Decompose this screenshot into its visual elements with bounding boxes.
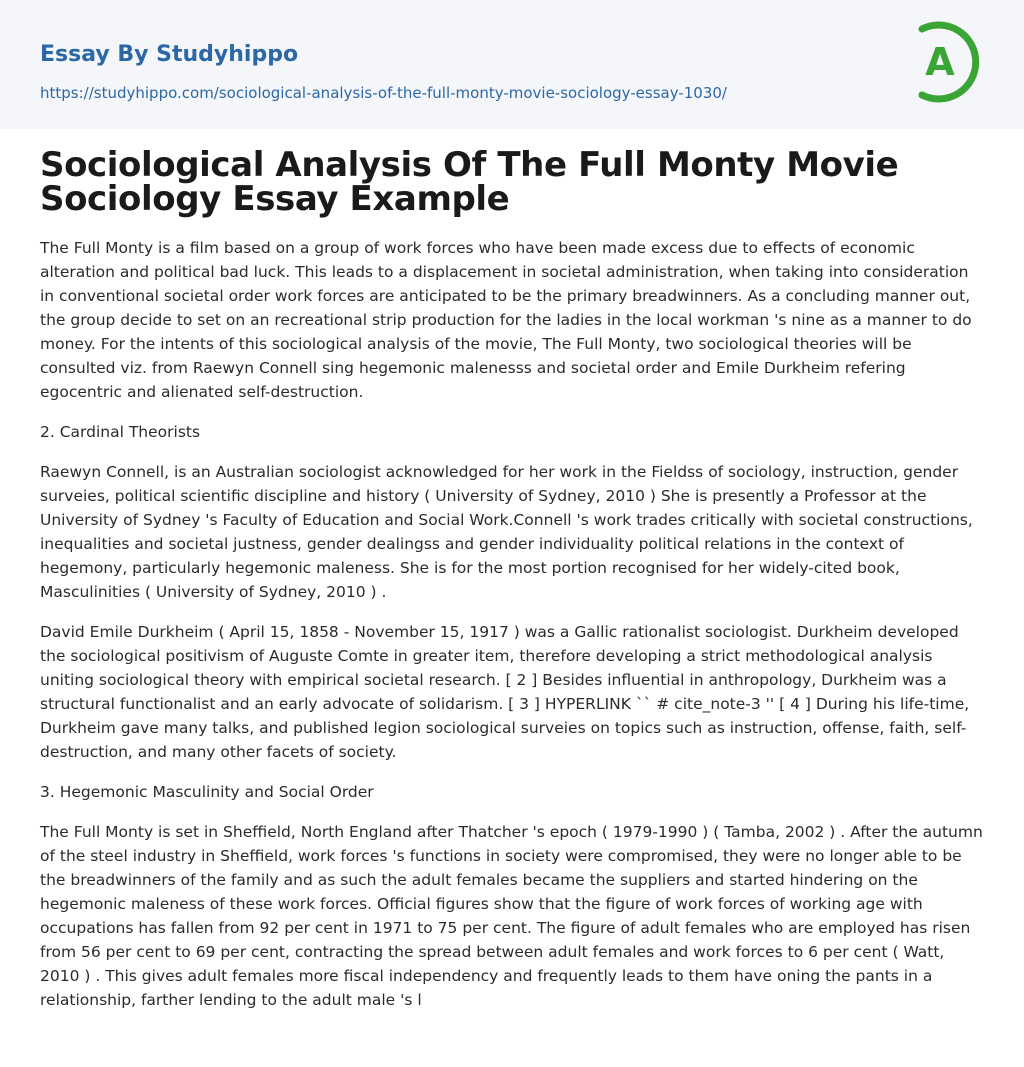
section-heading-cardinal-theorists: 2. Cardinal Theorists [40,423,201,441]
intro-paragraph: The Full Monty is a film based on a group of work forces who have been made excess due to effects of economic alteration and political bad luck. This leads to a displacement in societal administration, when taking into consideration in conventional societal order work forces are anticipated to be the primary breadwinners. As a concluding manner out, the group decide to set on an recreational strip production for the ladies in the local workman 's nine as a manner to do money. For the intents of this sociological analysis of the movie, The Full Monty, two sociological theories will be consulted viz. from Raewyn Connell sing hegemonic malenesss and societal order and Emile Durkheim refering egocentric and alienated self-destruction. [40,239,972,401]
logo-letter: A [925,40,955,84]
article [40,145,984,1012]
site-header [0,0,1024,129]
connell-paragraph: Raewyn Connell, is an Australian sociologist acknowledged for her work in the Fieldss of sociology, instruction, gender surveies, political scientific discipline and history ( University of Sydney, 2010 ) She is presently a Professor at the University of Sydney 's Faculty of Education and Social Work.Connell 's work trades critically with societal constructions, inequalities and societal justness, gender dealingss and gender individuality political relations in the context of hegemony, particularly hegemonic maleness. She is for the most portion recognised for her widely-cited book, Masculinities ( University of Sydney, 2010 ) . [40,463,973,601]
source-url-link[interactable]: https://studyhippo.com/sociological-analysis-of-the-full-monty-movie-sociology-essay-1030/ [40,84,727,102]
studyhippo-logo-icon[interactable] [912,19,986,105]
page-title: Sociological Analysis Of The Full Monty Movie Sociology Essay Example [40,145,899,219]
durkheim-paragraph: David Emile Durkheim ( April 15, 1858 - November 15, 1917 ) was a Gallic rationalist sociologist. Durkheim developed the sociological positivism of Auguste Comte in greater item, therefore developing a strict methodological analysis uniting sociological theory with empirical societal research. [ 2 ] Besides influential in anthropology, Durkheim was a structural functionalist and an early advocate of solidarism. [ 3 ] HYPERLINK `` # cite_note-3 '' [ 4 ] During his life-time, Durkheim gave many talks, and published legion sociological surveies on topics such as instruction, offense, faith, self-destruction, and many other facets of society. [40,623,970,761]
site-brand[interactable]: Essay By Studyhippo [40,42,299,67]
full-monty-paragraph: The Full Monty is set in Sheffield, North England after Thatcher 's epoch ( 1979-1990 ) ( Tamba, 2002 ) . After the autumn of the steel industry in Sheffield, work forces 's functions in society were compromised, they were no longer able to be the breadwinners of the family and as such the adult females became the suppliers and started hindering on the hegemonic maleness of these work forces. Official figures show that the figure of work forces of working age with occupations has fallen from 92 per cent in 1971 to 75 per cent. The figure of adult females who are employed has risen from 56 per cent to 69 per cent, contracting the spread between adult females and work forces to 6 per cent ( Watt, 2010 ) . This gives adult females more fiscal independency and frequently leads to them have oning the pants in a relationship, farther lending to the adult male 's l [40,823,983,1009]
section-heading-hegemonic-masculinity: 3. Hegemonic Masculinity and Social Order [40,783,374,801]
